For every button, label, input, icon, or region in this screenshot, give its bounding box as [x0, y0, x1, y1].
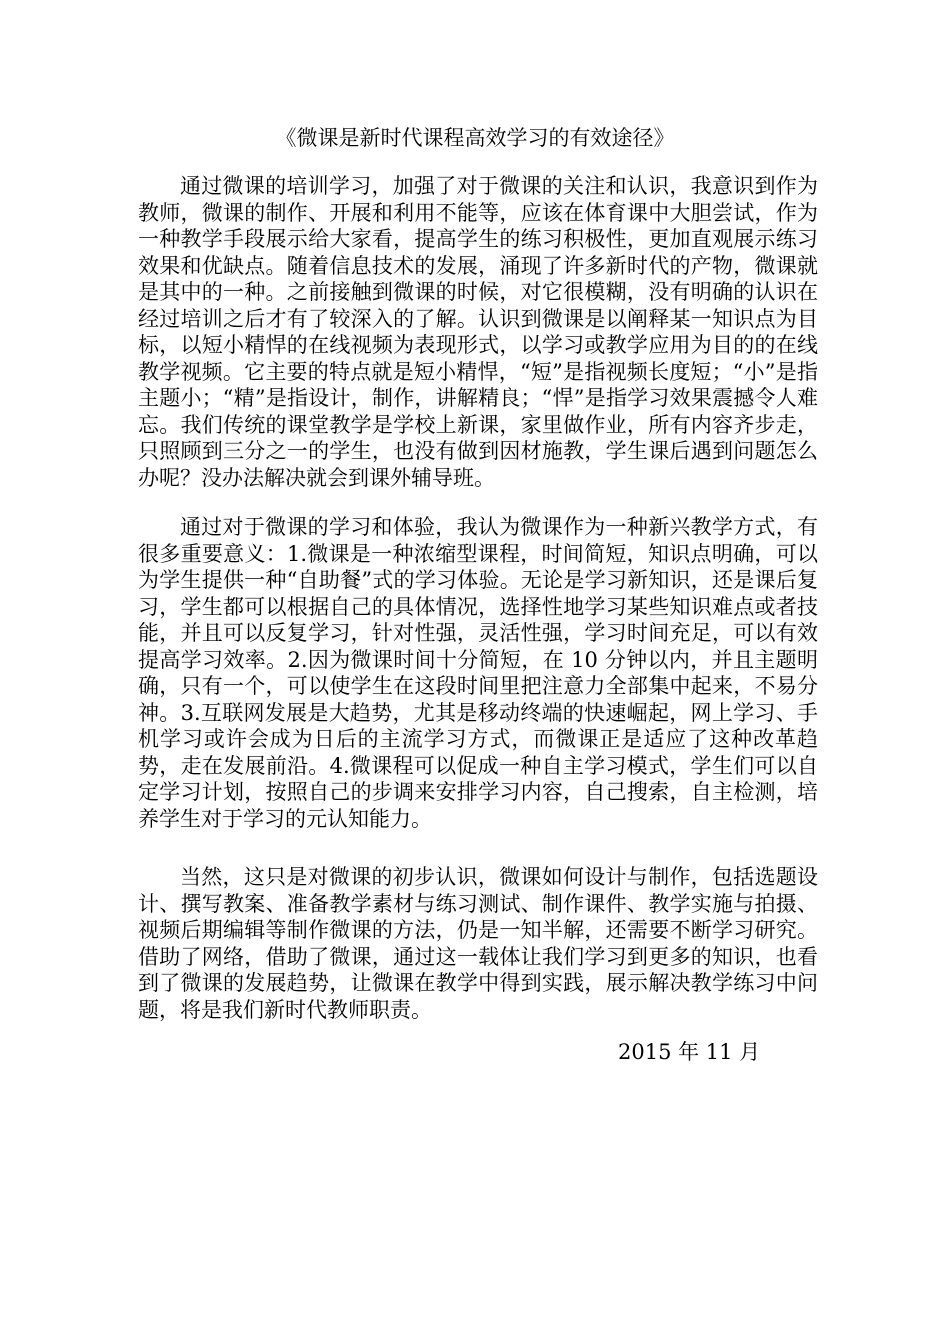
document-title: 《微课是新时代课程高效学习的有效途径》	[275, 126, 675, 150]
paragraph-1: 通过微课的培训学习，加强了对于微课的关注和认识，我意识到作为教师，微课的制作、开展和利用不能等，应该在体育课中大胆尝试，作为一种教学手段展示给大家看，提高学生的练习积极性，更加直观展示练习效果和优缺点。随着信息技术的发展，涌现了许多新时代的产物，微课就是其中的一种。之前接触到微课的时候，对它很模糊，没有明确的认识在经过培训之后才有了较深入的了解。认识到微课是以阐释某一知识点为目标，以短小精悍的在线视频为表现形式，以学习或教学应用为目的的在线教学视频。它主要的特点就是短小精悍，“短”是指视频长度短；“小”是指主题小；“精”是指设计，制作，讲解精良；“悍”是指学习效果震撼令人难忘。我们传统的课堂教学是学校上新课，家里做作业，所有内容齐步走，只照顾到三分之一的学生，也没有做到因材施教，学生课后遇到问题怎么办呢？没办法解决就会到课外辅导班。	[138, 174, 818, 490]
paragraph-2: 通过对于微课的学习和体验，我认为微课作为一种新兴教学方式，有很多重要意义：1.微课是一种浓缩型课程，时间简短，知识点明确，可以为学生提供一种“自助餐”式的学习体验。无论是学习新知识，还是课后复习，学生都可以根据自己的具体情况，选择性地学习某些知识难点或者技能，并且可以反复学习，针对性强，灵活性强，学习时间充足，可以有效提高学习效率。2.因为微课时间十分简短，在 10 分钟以内，并且主题明确，只有一个，可以使学生在这段时间里把注意力全部集中起来，不易分神。3.互联网发展是大趋势，尤其是移动终端的快速崛起，网上学习、手机学习或许会成为日后的主流学习方式，而微课正是适应了这种改革趋势，走在发展前沿。4.微课程可以促成一种自主学习模式，学生们可以自定学习计划，按照自己的步调来安排学习内容，自己搜索，自主检测，培养学生对于学习的元认知能力。	[138, 515, 818, 831]
paragraph-3: 当然，这只是对微课的初步认识，微课如何设计与制作，包括选题设计、撰写教案、准备教学素材与练习测试、制作课件、教学实施与拍摄、视频后期编辑等制作微课的方法，仍是一知半解，还需要不断学习研究。借助了网络，借助了微课，通过这一载体让我们学习到更多的知识，也看到了微课的发展趋势，让微课在教学中得到实践，展示解决教学练习中问题，将是我们新时代教师职责。	[138, 865, 818, 1022]
document-date: 2015 年 11 月	[618, 1040, 761, 1064]
